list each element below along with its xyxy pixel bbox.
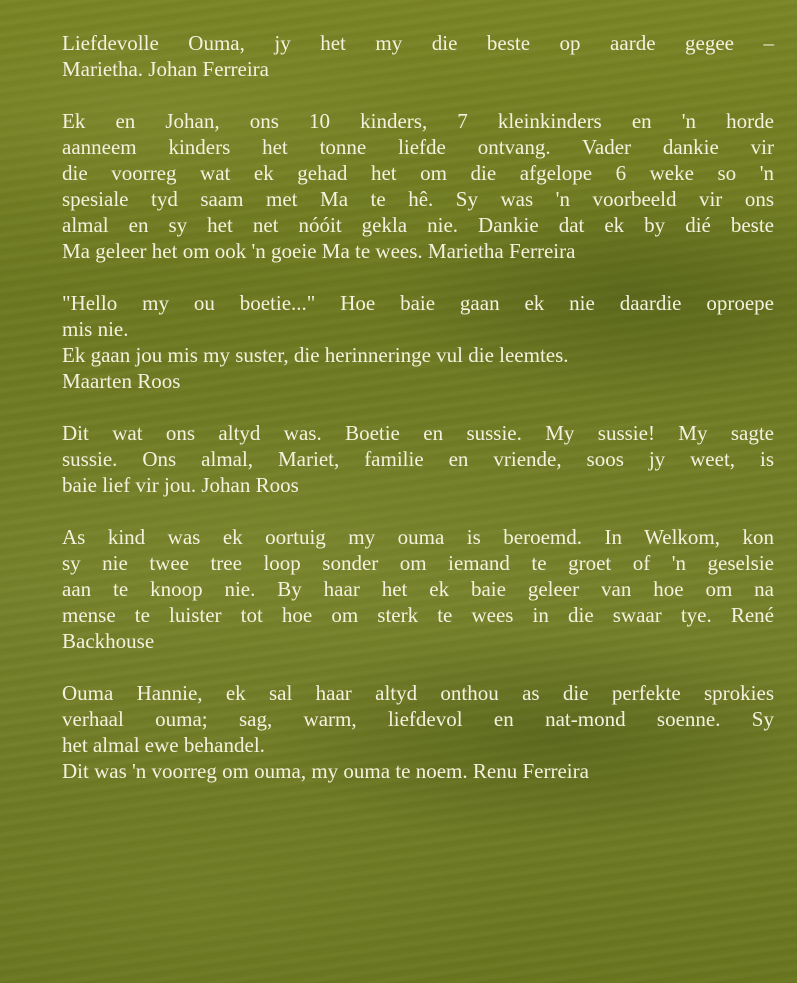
text-line: Dit was 'n voorreg om ouma, my ouma te noem. Renu Ferreira (62, 759, 589, 783)
text-line: Ek en Johan, ons 10 kinders, 7 kleinkinders en 'n horde (62, 109, 774, 133)
tribute-page (62, 30, 774, 810)
tribute-paragraph-6 (62, 680, 774, 784)
text-line: mis nie. (62, 317, 129, 341)
text-line: mense te luister tot hoe om sterk te wees in die swaar tye. René (62, 603, 774, 627)
tribute-paragraph-2 (62, 108, 774, 264)
text-line: aan te knoop nie. By haar het ek baie geleer van hoe om na (62, 577, 774, 601)
text-line: verhaal ouma; sag, warm, liefdevol en nat-mond soenne. Sy (62, 707, 774, 731)
text-line: Backhouse (62, 629, 155, 653)
text-line: As kind was ek oortuig my ouma is beroemd. In Welkom, kon (62, 525, 774, 549)
text-line: Ma geleer het om ook 'n goeie Ma te wees. Marietha Ferreira (62, 239, 576, 263)
text-line: sussie. Ons almal, Mariet, familie en vriende, soos jy weet, is (62, 447, 774, 471)
text-line: Maarten Roos (62, 369, 181, 393)
text-line: Ek gaan jou mis my suster, die herinneringe vul die leemtes. (62, 343, 569, 367)
text-line: Liefdevolle Ouma, jy het my die beste op aarde gegee – (62, 31, 774, 55)
tribute-paragraph-5 (62, 524, 774, 654)
tribute-paragraph-1 (62, 30, 774, 82)
text-line: Marietha. Johan Ferreira (62, 57, 269, 81)
text-line: Dit wat ons altyd was. Boetie en sussie. My sussie! My sagte (62, 421, 774, 445)
text-line: aanneem kinders het tonne liefde ontvang. Vader dankie vir (62, 135, 774, 159)
text-line: spesiale tyd saam met Ma te hê. Sy was 'n voorbeeld vir ons (62, 187, 774, 211)
tribute-paragraph-4 (62, 420, 774, 498)
text-line: die voorreg wat ek gehad het om die afgelope 6 weke so 'n (62, 161, 774, 185)
text-line: Ouma Hannie, ek sal haar altyd onthou as die perfekte sprokies (62, 681, 774, 705)
text-line: baie lief vir jou. Johan Roos (62, 473, 299, 497)
text-line: "Hello my ou boetie..." Hoe baie gaan ek nie daardie oproepe (62, 291, 774, 315)
text-line: het almal ewe behandel. (62, 733, 265, 757)
text-line: almal en sy het net nóóit gekla nie. Dankie dat ek by dié beste (62, 213, 774, 237)
tribute-paragraph-3 (62, 290, 774, 394)
text-line: sy nie twee tree loop sonder om iemand te groet of 'n geselsie (62, 551, 774, 575)
